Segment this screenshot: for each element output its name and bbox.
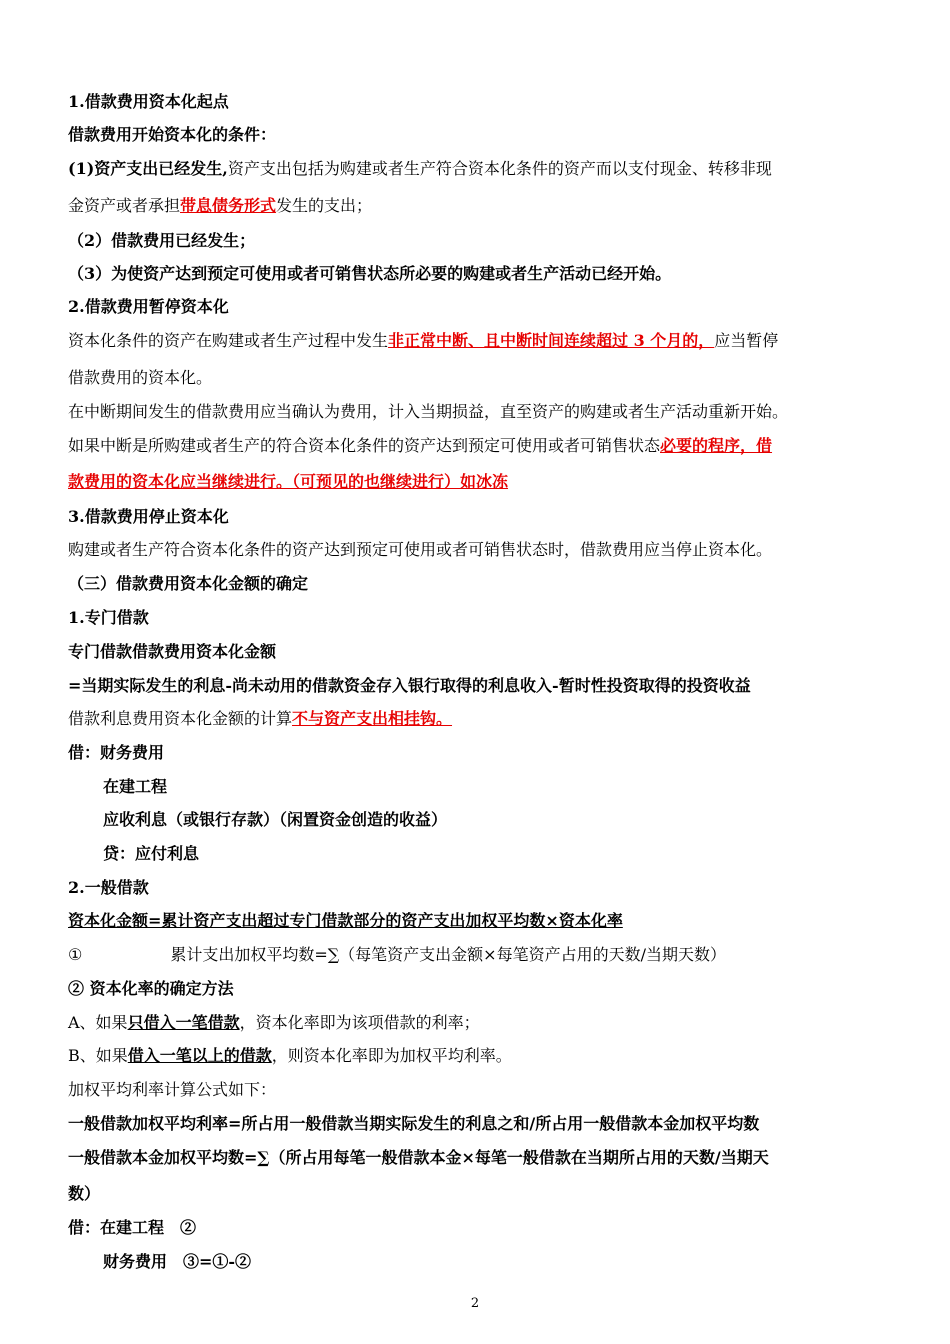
paragraph: 借款费用开始资本化的条件： bbox=[68, 125, 277, 144]
paragraph: 专门借款借款费用资本化金额 bbox=[68, 642, 277, 661]
paragraph bbox=[68, 157, 860, 181]
section-heading: （三）借款费用资本化金额的确定 bbox=[68, 574, 309, 593]
paragraph: ② 资本化率的确定方法 bbox=[68, 979, 234, 998]
formula: =当期实际发生的利息-尚未动用的借款资金存入银行取得的利息收入-暂时性投资取得的投资收益 bbox=[68, 676, 751, 695]
journal-entry: 借：财务费用 bbox=[68, 743, 165, 762]
formula: 资本化金额=累计资产支出超过专门借款部分的资产支出加权平均数×资本化率 bbox=[68, 911, 623, 930]
text-run: 应当暂停 bbox=[714, 331, 779, 350]
formula bbox=[68, 943, 860, 967]
paragraph: （2）借款费用已经发生； bbox=[68, 231, 256, 250]
formula: 数） bbox=[68, 1184, 101, 1203]
text-run: 借入一笔以上的借款 bbox=[127, 1046, 272, 1065]
text-run: ，资本化率即为该项借款的利率； bbox=[239, 1013, 480, 1032]
text-run: 资本化条件的资产在购建或者生产过程中发生 bbox=[68, 331, 389, 350]
formula: 一般借款加权平均利率=所占用一般借款当期实际发生的利息之和/所占用一般借款本金加权平均数 bbox=[68, 1114, 760, 1133]
journal-entry: 在建工程 bbox=[103, 777, 168, 796]
paragraph bbox=[68, 329, 860, 353]
highlight-text: 不与资产支出相挂钩。 bbox=[292, 709, 453, 728]
paragraph: 购建或者生产符合资本化条件的资产达到预定可使用或者可销售状态时，借款费用应当停止资本化。 bbox=[68, 540, 773, 559]
highlight-text: 款费用的资本化应当继续进行。（可预见的也继续进行）如冰冻 bbox=[68, 472, 509, 491]
paragraph: （3）为使资产达到预定可使用或者可销售状态所必要的购建或者生产活动已经开始。 bbox=[68, 264, 672, 283]
text-run: ，则资本化率即为加权平均利率。 bbox=[271, 1046, 512, 1065]
journal-entry: 贷：应付利息 bbox=[103, 844, 200, 863]
paragraph bbox=[68, 434, 860, 458]
section-heading: 3.借款费用停止资本化 bbox=[68, 507, 229, 526]
paragraph: 在中断期间发生的借款费用应当确认为费用，计入当期损益，直至资产的购建或者生产活动重新开始。 bbox=[68, 402, 789, 421]
paragraph: 加权平均利率计算公式如下： bbox=[68, 1080, 277, 1099]
text-run: (1)资产支出已经发生, bbox=[68, 159, 228, 178]
formula: 一般借款本金加权平均数=∑（所占用每笔一般借款本金×每笔一般借款在当期所占用的天数/当期天 bbox=[68, 1148, 769, 1167]
page-number: 2 bbox=[470, 1296, 480, 1311]
section-heading: 1.借款费用资本化起点 bbox=[68, 92, 229, 111]
paragraph bbox=[68, 707, 860, 731]
text-run: B、如果 bbox=[68, 1046, 128, 1065]
text-run: 如果中断是所购建或者生产的符合资本化条件的资产达到预定可使用或者可销售状态 bbox=[68, 436, 661, 455]
text-run: A、如果 bbox=[68, 1013, 128, 1032]
text-run: 资产支出包括为购建或者生产符合资本化条件的资产而以支付现金、转移非现 bbox=[227, 159, 772, 178]
highlight-text: 必要的程序，借 bbox=[660, 436, 773, 455]
text-run: 金资产或者承担 bbox=[68, 196, 181, 215]
section-heading: 2.借款费用暂停资本化 bbox=[68, 297, 229, 316]
text-run: 借款利息费用资本化金额的计算 bbox=[68, 709, 293, 728]
journal-entry: 借：在建工程 ② bbox=[68, 1218, 197, 1237]
paragraph bbox=[68, 1011, 860, 1035]
paragraph: 借款费用的资本化。 bbox=[68, 368, 213, 387]
text-run: 发生的支出； bbox=[276, 196, 373, 215]
subsection-heading: 2.一般借款 bbox=[68, 878, 149, 897]
journal-entry: 应收利息（或银行存款）（闲置资金创造的收益） bbox=[103, 810, 448, 829]
text-run: ① bbox=[68, 945, 83, 964]
subsection-heading: 1.专门借款 bbox=[68, 608, 149, 627]
highlight-text: 带息债务形式 bbox=[180, 196, 277, 215]
paragraph bbox=[68, 194, 860, 218]
text-run: 累计支出加权平均数=∑（每笔资产支出金额×每笔资产占用的天数/当期天数） bbox=[170, 945, 726, 964]
text-run: 只借入一笔借款 bbox=[127, 1013, 240, 1032]
journal-entry: 财务费用 ③=①-② bbox=[103, 1252, 252, 1271]
highlight-text: 非正常中断、且中断时间连续超过 3 个月的， bbox=[388, 331, 715, 350]
paragraph bbox=[68, 1044, 860, 1068]
